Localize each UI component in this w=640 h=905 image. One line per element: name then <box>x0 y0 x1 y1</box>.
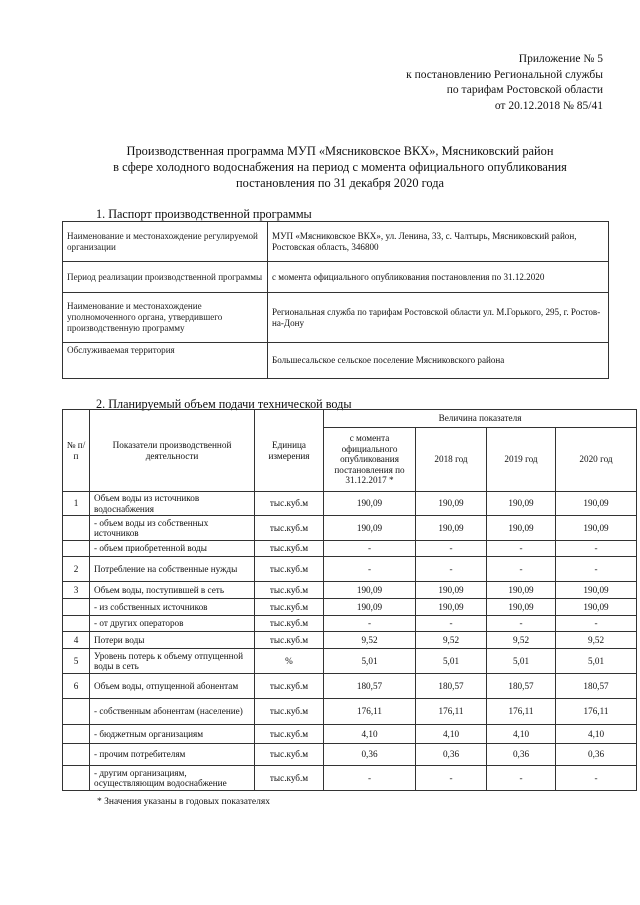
table-row <box>63 725 637 744</box>
value-2020: 190,09 <box>556 492 637 516</box>
value-2018: 190,09 <box>416 599 487 616</box>
row-unit: тыс.куб.м <box>255 557 324 582</box>
row-unit: тыс.куб.м <box>255 766 324 791</box>
value-2020: 190,09 <box>556 582 637 599</box>
value-2020: 176,11 <box>556 699 637 725</box>
row-indicator: Объем воды из источников водоснабжения <box>90 492 255 516</box>
row-number <box>63 541 90 557</box>
table-row <box>63 674 637 699</box>
value-2020: 4,10 <box>556 725 637 744</box>
row-number: 6 <box>63 674 90 699</box>
title-line: постановления по 31 декабря 2020 года <box>235 176 445 190</box>
value-2019: 176,11 <box>487 699 556 725</box>
row-number: 5 <box>63 649 90 674</box>
col-header-indicator: Показатели производственной деятельности <box>90 410 255 492</box>
value-2020: - <box>556 616 637 632</box>
row-number <box>63 744 90 766</box>
value-period: 190,09 <box>324 492 416 516</box>
value-period: 9,52 <box>324 632 416 649</box>
row-unit: тыс.куб.м <box>255 492 324 516</box>
value-2018: - <box>416 557 487 582</box>
row-indicator: - собственным абонентам (население) <box>90 699 255 725</box>
table-row <box>63 616 637 632</box>
value-2018: - <box>416 541 487 557</box>
header-row <box>63 410 637 428</box>
table-row <box>63 632 637 649</box>
value-2020: - <box>556 557 637 582</box>
row-unit: тыс.куб.м <box>255 599 324 616</box>
col-header-2018: 2018 год <box>416 428 487 492</box>
value-period: 0,36 <box>324 744 416 766</box>
row-indicator: - бюджетным организациям <box>90 725 255 744</box>
value-2019: 5,01 <box>487 649 556 674</box>
row-indicator: Объем воды, отпущенной абонентам <box>90 674 255 699</box>
row-number: 4 <box>63 632 90 649</box>
passport-row <box>63 222 609 262</box>
value-2019: 190,09 <box>487 599 556 616</box>
title-line: в сфере холодного водоснабжения на период с момента официального опубликования <box>113 160 567 174</box>
value-2018: 5,01 <box>416 649 487 674</box>
passport-value: с момента официального опубликования постановления по 31.12.2020 <box>268 262 609 293</box>
value-2018: 190,09 <box>416 516 487 541</box>
value-2018: 9,52 <box>416 632 487 649</box>
value-period: 180,57 <box>324 674 416 699</box>
col-header-num: № п/п <box>63 410 90 492</box>
row-indicator: - из собственных источников <box>90 599 255 616</box>
value-period: - <box>324 766 416 791</box>
passport-label: Наименование и местонахождение уполномоченного органа, утвердившего производственную программу <box>63 293 268 343</box>
value-2018: 190,09 <box>416 492 487 516</box>
row-unit: тыс.куб.м <box>255 699 324 725</box>
value-2020: 5,01 <box>556 649 637 674</box>
row-indicator: - объем воды из собственных источников <box>90 516 255 541</box>
row-indicator: - другим организациям, осуществляющим водоснабжение <box>90 766 255 791</box>
row-number <box>63 725 90 744</box>
value-2019: 4,10 <box>487 725 556 744</box>
value-2018: 0,36 <box>416 744 487 766</box>
value-2018: - <box>416 616 487 632</box>
value-2020: 180,57 <box>556 674 637 699</box>
row-indicator: - от других операторов <box>90 616 255 632</box>
row-indicator: - прочим потребителям <box>90 744 255 766</box>
row-number <box>63 516 90 541</box>
table-row <box>63 766 637 791</box>
value-2019: - <box>487 557 556 582</box>
value-period: - <box>324 616 416 632</box>
row-unit: тыс.куб.м <box>255 674 324 699</box>
row-number: 3 <box>63 582 90 599</box>
value-period: 190,09 <box>324 599 416 616</box>
col-header-value-group: Величина показателя <box>324 410 637 428</box>
passport-row <box>63 343 609 379</box>
value-period: 190,09 <box>324 516 416 541</box>
value-period: 176,11 <box>324 699 416 725</box>
value-2018: - <box>416 766 487 791</box>
value-2020: 0,36 <box>556 744 637 766</box>
value-2018: 180,57 <box>416 674 487 699</box>
value-2020: - <box>556 541 637 557</box>
passport-value: Большесальское сельское поселение Мясниковского района <box>268 343 609 379</box>
value-2018: 4,10 <box>416 725 487 744</box>
document-title <box>60 143 620 191</box>
value-2019: - <box>487 766 556 791</box>
table-row <box>63 649 637 674</box>
footnote: * Значения указаны в годовых показателях <box>97 797 271 807</box>
row-number: 2 <box>63 557 90 582</box>
value-period: 5,01 <box>324 649 416 674</box>
passport-label: Период реализации производственной программы <box>63 262 268 293</box>
value-period: 4,10 <box>324 725 416 744</box>
passport-value: Региональная служба по тарифам Ростовской области ул. М.Горького, 295, г. Ростов-на-Дону <box>268 293 609 343</box>
appendix-line: Приложение № 5 <box>518 53 603 65</box>
passport-row <box>63 262 609 293</box>
col-header-unit: Единица измерения <box>255 410 324 492</box>
value-period: - <box>324 541 416 557</box>
value-2019: 9,52 <box>487 632 556 649</box>
volume-table <box>62 409 637 791</box>
col-header-2019: 2019 год <box>487 428 556 492</box>
table-row <box>63 492 637 516</box>
row-number: 1 <box>63 492 90 516</box>
appendix-line: от 20.12.2018 № 85/41 <box>494 99 603 112</box>
table-row <box>63 516 637 541</box>
row-number <box>63 766 90 791</box>
col-header-2020: 2020 год <box>556 428 637 492</box>
appendix-line: по тарифам Ростовской области <box>446 84 603 96</box>
passport-label: Наименование и местонахождение регулируемой организации <box>63 222 268 262</box>
value-2018: 176,11 <box>416 699 487 725</box>
row-indicator: Потери воды <box>90 632 255 649</box>
row-unit: тыс.куб.м <box>255 541 324 557</box>
col-header-period: с момента официального опубликования постановления по 31.12.2017 * <box>324 428 416 492</box>
table-row <box>63 599 637 616</box>
value-period: - <box>324 557 416 582</box>
section-heading-volume: 2. Планируемый объем подачи технической воды <box>96 397 352 411</box>
table-row <box>63 582 637 599</box>
passport-label: Обслуживаемая территория <box>63 343 268 379</box>
value-2020: 9,52 <box>556 632 637 649</box>
value-2019: - <box>487 616 556 632</box>
row-indicator: - объем приобретенной воды <box>90 541 255 557</box>
value-2020: 190,09 <box>556 599 637 616</box>
row-unit: тыс.куб.м <box>255 725 324 744</box>
row-unit: тыс.куб.м <box>255 616 324 632</box>
passport-row <box>63 293 609 343</box>
table-row <box>63 557 637 582</box>
value-2019: 0,36 <box>487 744 556 766</box>
appendix-block <box>406 52 603 114</box>
row-indicator: Уровень потерь к объему отпущенной воды в сеть <box>90 649 255 674</box>
row-number <box>63 599 90 616</box>
row-unit: тыс.куб.м <box>255 744 324 766</box>
appendix-line: к постановлению Региональной службы <box>406 68 603 81</box>
row-number <box>63 699 90 725</box>
section-heading-passport: 1. Паспорт производственной программы <box>96 207 312 221</box>
row-unit: % <box>255 649 324 674</box>
row-unit: тыс.куб.м <box>255 632 324 649</box>
value-2020: - <box>556 766 637 791</box>
row-unit: тыс.куб.м <box>255 582 324 599</box>
row-indicator: Потребление на собственные нужды <box>90 557 255 582</box>
table-row <box>63 699 637 725</box>
value-2019: - <box>487 541 556 557</box>
value-2019: 190,09 <box>487 492 556 516</box>
row-indicator: Объем воды, поступившей в сеть <box>90 582 255 599</box>
table-row <box>63 744 637 766</box>
value-2020: 190,09 <box>556 516 637 541</box>
title-line: Производственная программа МУП «Мясниковское ВКХ», Мясниковский район <box>126 144 554 158</box>
value-period: 190,09 <box>324 582 416 599</box>
passport-table <box>62 221 609 379</box>
value-2019: 180,57 <box>487 674 556 699</box>
value-2019: 190,09 <box>487 582 556 599</box>
value-2018: 190,09 <box>416 582 487 599</box>
row-unit: тыс.куб.м <box>255 516 324 541</box>
passport-value: МУП «Мясниковское ВКХ», ул. Ленина, 33, с. Чалтырь, Мясниковский район, Ростовская область, 346800 <box>268 222 609 262</box>
row-number <box>63 616 90 632</box>
table-row <box>63 541 637 557</box>
value-2019: 190,09 <box>487 516 556 541</box>
